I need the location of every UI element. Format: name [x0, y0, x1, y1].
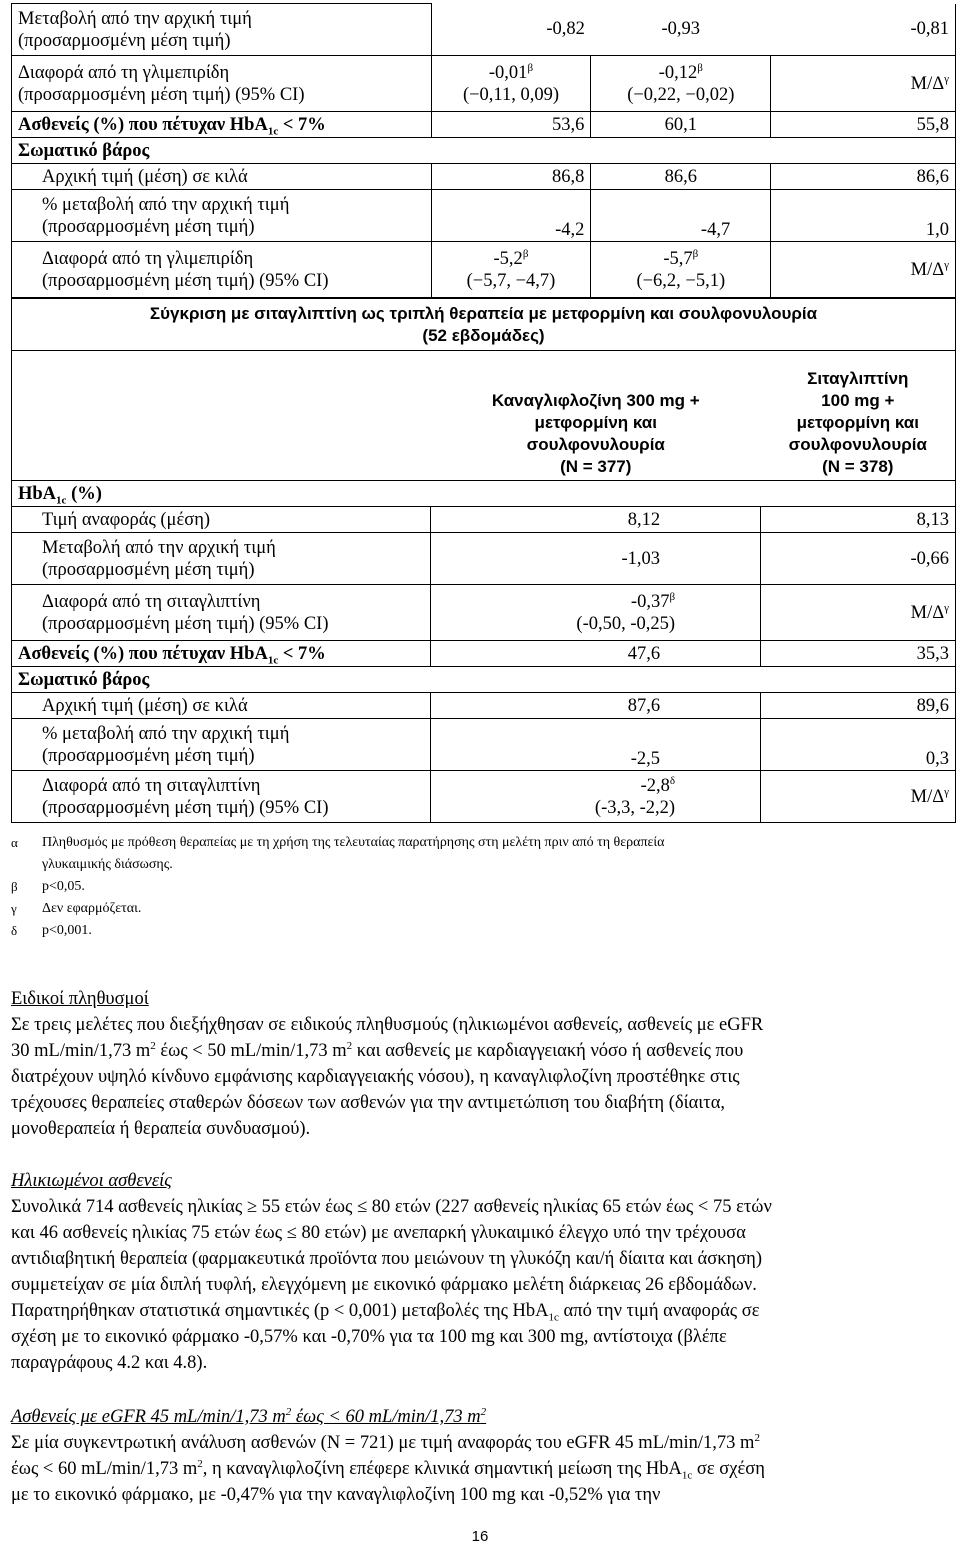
results-table-glimepiride	[11, 3, 956, 298]
cell-value: 35,3	[761, 641, 956, 667]
paragraph-line: παραγράφους 4.2 και 4.8).	[11, 1353, 208, 1373]
table-header-row	[12, 351, 956, 481]
table-row	[12, 4, 956, 56]
row-label: Αρχική τιμή (μέση) σε κιλά	[12, 693, 431, 719]
cell-value: 86,8	[431, 164, 591, 190]
cell-value: 87,6	[431, 693, 761, 719]
section-label: Σωματικό βάρος	[12, 667, 956, 693]
row-label: Ασθενείς (%) που πέτυχαν HbA$_{1c}$ < 7%	[12, 641, 431, 667]
table-row	[12, 56, 956, 112]
table-row	[12, 771, 956, 823]
cell-value: -1,03	[431, 533, 761, 585]
section-heading: Ηλικιωμένοι ασθενείς	[11, 1171, 172, 1191]
paragraph-line: Παρατηρήθηκαν στατιστικά σημαντικές (p < 0,001) μεταβολές της HbA$_{1c}$ από την τιμή αναφοράς σε	[11, 1301, 760, 1324]
section-special-populations	[11, 986, 946, 1142]
row-label: Διαφορά από τη γλιμεπιρίδη (προσαρμοσμένη μέση τιμή) (95% CI)	[12, 242, 432, 298]
section-heading: Ειδικοί πληθυσμοί	[11, 989, 149, 1009]
cell-value: 0,3	[761, 719, 956, 771]
cell-value: 53,6	[431, 112, 591, 138]
header-empty	[12, 351, 431, 481]
cell-value: 47,6	[431, 641, 761, 667]
cell-value: $M/\Delta^\gamma$	[761, 771, 956, 823]
footnote: δ p<0,001.	[11, 923, 92, 938]
table-section-row	[12, 481, 956, 507]
paragraph-line: Σε τρεις μελέτες που διεξήχθησαν σε ειδικούς πληθυσμούς (ηλικιωμένοι ασθενείς, ασθενείς με eGFR	[11, 1015, 764, 1035]
table-row	[12, 164, 956, 190]
paragraph-line: σχέση με το εικονικό φάρμακο -0,57% και -0,70% για τα 100 mg και 300 mg, αντίστοιχα (βλέπε	[11, 1327, 727, 1347]
row-label: % μεταβολή από την αρχική τιμή (προσαρμοσμένη μέση τιμή)	[12, 190, 432, 242]
table-title-row	[12, 299, 956, 351]
table-row	[12, 242, 956, 298]
cell-value: $-5,2^\beta$ (−5,7, −4,7)	[431, 242, 591, 298]
cell-value: -4,7	[591, 190, 771, 242]
footnote: γ Δεν εφαρμόζεται.	[11, 901, 142, 916]
table-row	[12, 693, 956, 719]
cell-value: $-2,8^\delta$ (-3,3, -2,2)	[431, 771, 761, 823]
section-egfr-patients	[11, 1404, 946, 1508]
header-canagliflozin: Καναγλιφλοζίνη 300 mg + μετφορμίνη και σουλφονυλουρία (N = 377)	[491, 391, 700, 476]
paragraph-line: διατρέχουν υψηλό κίνδυνο εμφάνισης καρδιαγγειακής νόσου), η καναγλιφλοζίνη προστέθηκε στις	[11, 1067, 740, 1087]
cell-value: $-0,12^\beta$ (−0,22, −0,02)	[591, 56, 771, 112]
footnotes	[11, 832, 665, 942]
section-elderly-patients	[11, 1168, 946, 1376]
row-label: % μεταβολή από την αρχική τιμή (προσαρμοσμένη μέση τιμή)	[12, 719, 431, 771]
table-row	[12, 533, 956, 585]
table-row	[12, 641, 956, 667]
paragraph-line: και 46 ασθενείς ηλικίας 75 ετών έως ≤ 80 ετών) με ανεπαρκή γλυκαιμικό έλεγχο υπό την τρέχουσα	[11, 1223, 746, 1243]
paragraph-line: με το εικονικό φάρμακο, με -0,47% για την καναγλιφλοζίνη 100 mg και -0,52% για την	[11, 1485, 661, 1505]
table-row	[12, 719, 956, 771]
cell-value: $M/\Delta^\gamma$	[771, 56, 956, 112]
cell-value: 86,6	[771, 164, 956, 190]
cell-value: $-0,01^\beta$ (−0,11, 0,09)	[431, 56, 591, 112]
cell-value: -0,81	[771, 4, 956, 56]
table-section-row	[12, 138, 956, 164]
paragraph-line: έως < 60 mL/min/1,73 $m^2$, η καναγλιφλοζίνη επέφερε κλινικά σημαντική μείωση της HbA$_{1c}$ σε σχέση	[11, 1457, 765, 1482]
paragraph-line: συμμετείχαν σε μία διπλή τυφλή, ελεγχόμενη με εικονικό φάρμακο μελέτη διάρκειας 26 εβδομάδων.	[11, 1275, 757, 1295]
cell-value: 89,6	[761, 693, 956, 719]
cell-value: 86,6	[591, 164, 771, 190]
cell-value: $M/\Delta^\gamma$	[771, 242, 956, 298]
cell-value: 60,1	[591, 112, 771, 138]
paragraph-line: 30 mL/min/1,73 $m^2$ έως < 50 mL/min/1,73 $m^2$ και ασθενείς με καρδιαγγειακή νόσο ή ασθενείς που	[11, 1039, 744, 1061]
row-label: Διαφορά από τη σιταγλιπτίνη (προσαρμοσμένη μέση τιμή) (95% CI)	[12, 585, 431, 641]
row-label: Διαφορά από τη σιταγλιπτίνη (προσαρμοσμένη μέση τιμή) (95% CI)	[12, 771, 431, 823]
paragraph-line: τρέχουσες θεραπείες σταθερών δόσεων των ασθενών για την αντιμετώπιση του διαβήτη (δίαιτα,	[11, 1093, 726, 1113]
cell-value: 8,13	[761, 507, 956, 533]
paragraph-line: Συνολικά 714 ασθενείς ηλικίας ≥ 55 ετών έως ≤ 80 ετών (227 ασθενείς ηλικίας 65 ετών έως < 75 ετών	[11, 1197, 772, 1217]
results-table-sitagliptin	[11, 298, 956, 823]
table-row	[12, 585, 956, 641]
cell-value: 55,8	[771, 112, 956, 138]
paragraph-line: Σε μία συγκεντρωτική ανάλυση ασθενών (N = 721) με τιμή αναφοράς του eGFR 45 mL/min/1,73 $m^2$	[11, 1431, 760, 1453]
table-title: Σύγκριση με σιταγλιπτίνη ως τριπλή θεραπεία με μετφορμίνη και σουλφονυλουρία (52 εβδομάδες)	[12, 299, 956, 351]
cell-value: -0,66	[761, 533, 956, 585]
cell-value: 8,12	[431, 507, 761, 533]
table-section-row	[12, 667, 956, 693]
cell-value: $-0,37^\beta$ (-0,50, -0,25)	[431, 585, 761, 641]
footnote: γλυκαιμικής διάσωσης.	[42, 857, 173, 872]
table-row	[12, 507, 956, 533]
row-label: Μεταβολή από την αρχική τιμή (προσαρμοσμένη μέση τιμή)	[12, 4, 432, 56]
section-label: HbA$_{1c}$ (%)	[12, 481, 956, 507]
row-label: Τιμή αναφοράς (μέση)	[12, 507, 431, 533]
table-row	[12, 190, 956, 242]
header-sitagliptin: Σιταγλιπτίνη 100 mg + μετφορμίνη και σουλφονυλουρία (N = 378)	[761, 351, 956, 481]
footnote: α Πληθυσμός με πρόθεση θεραπείας με τη χρήση της τελευταίας παρατήρησης στη μελέτη πριν από τη θεραπεία	[11, 835, 665, 850]
cell-value: $-5,7^\beta$ (−6,2, −5,1)	[591, 242, 771, 298]
cell-value: -4,2	[431, 190, 591, 242]
cell-value: $M/\Delta^\gamma$	[761, 585, 956, 641]
section-label: Σωματικό βάρος	[12, 138, 956, 164]
paragraph-line: μονοθεραπεία ή θεραπεία συνδυασμού).	[11, 1119, 311, 1139]
table-row	[12, 112, 956, 138]
page-number: 16	[471, 1528, 489, 1545]
row-label: Ασθενείς (%) που πέτυχαν HbA$_{1c}$ < 7%	[12, 112, 432, 138]
section-heading: Ασθενείς με eGFR 45 mL/min/1,73 $m^2$ έως < 60 mL/min/1,73 $m^2$	[11, 1405, 487, 1427]
paragraph-line: αντιδιαβητική θεραπεία (φαρμακευτικά προϊόντα που μειώνουν τη γλυκόζη και/ή δίαιτα και άσκηση)	[11, 1249, 763, 1269]
cell-value: -0,93	[661, 19, 701, 40]
footnote: β p<0,05.	[11, 879, 85, 894]
row-label: Μεταβολή από την αρχική τιμή (προσαρμοσμένη μέση τιμή)	[12, 533, 431, 585]
cell-value: 1,0	[771, 190, 956, 242]
cell-value: -2,5	[431, 719, 761, 771]
row-label: Αρχική τιμή (μέση) σε κιλά	[12, 164, 432, 190]
cell-value: -0,82	[546, 19, 585, 40]
row-label: Διαφορά από τη γλιμεπιρίδη (προσαρμοσμένη μέση τιμή) (95% CI)	[12, 56, 432, 112]
